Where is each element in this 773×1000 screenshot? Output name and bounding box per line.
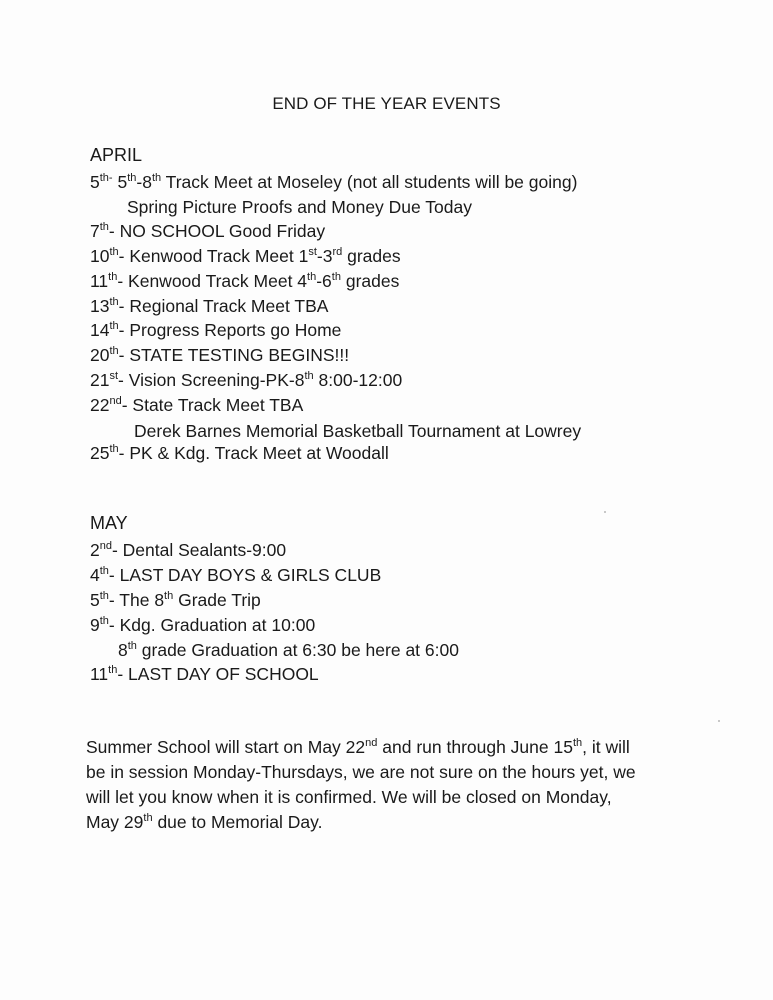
april-event-12: 25th- PK & Kdg. Track Meet at Woodall: [90, 443, 389, 463]
summer-line-3: will let you know when it is confirmed. We will be closed on Monday,: [86, 787, 612, 807]
summer-line-2: be in session Monday-Thursdays, we are not sure on the hours yet, we: [86, 762, 636, 782]
may-heading: MAY: [90, 513, 128, 533]
may-event-6: 11th- LAST DAY OF SCHOOL: [90, 664, 319, 684]
scan-speck: [604, 511, 606, 513]
april-event-8: 20th- STATE TESTING BEGINS!!!: [90, 345, 350, 365]
april-event-11: Derek Barnes Memorial Basketball Tournament at Lowrey: [134, 421, 582, 441]
april-event-3: 7th- NO SCHOOL Good Friday: [90, 221, 326, 241]
april-event-2: Spring Picture Proofs and Money Due Today: [127, 197, 473, 217]
april-event-4: 10th- Kenwood Track Meet 1st-3rd grades: [90, 246, 401, 266]
summer-line-1: Summer School will start on May 22nd and run through June 15th, it will: [86, 737, 630, 757]
may-event-2: 4th- LAST DAY BOYS & GIRLS CLUB: [90, 565, 382, 585]
may-event-4: 9th- Kdg. Graduation at 10:00: [90, 615, 316, 635]
april-event-1: $5^{th-}$ 5th-8th Track Meet at Moseley (not all students will be going): [90, 172, 578, 192]
scan-speck: [718, 720, 720, 722]
april-event-7: 14th- Progress Reports go Home: [90, 320, 342, 340]
april-event-9: 21st- Vision Screening-PK-8th 8:00-12:00: [90, 370, 403, 390]
may-event-1: 2nd- Dental Sealants-9:00: [90, 540, 287, 560]
april-event-10: 22nd- State Track Meet TBA: [90, 395, 304, 415]
april-event-5: 11th- Kenwood Track Meet 4th-6th grades: [90, 271, 400, 291]
document-title: END OF THE YEAR EVENTS: [272, 94, 501, 113]
may-event-3: 5th- The 8th Grade Trip: [90, 590, 261, 610]
summer-school-paragraph: [86, 735, 686, 835]
may-event-5: 8th grade Graduation at 6:30 be here at 6:00: [118, 640, 459, 660]
april-heading: APRIL: [90, 145, 143, 165]
summer-line-4: May 29th due to Memorial Day.: [86, 812, 323, 832]
april-event-6: 13th- Regional Track Meet TBA: [90, 296, 329, 316]
